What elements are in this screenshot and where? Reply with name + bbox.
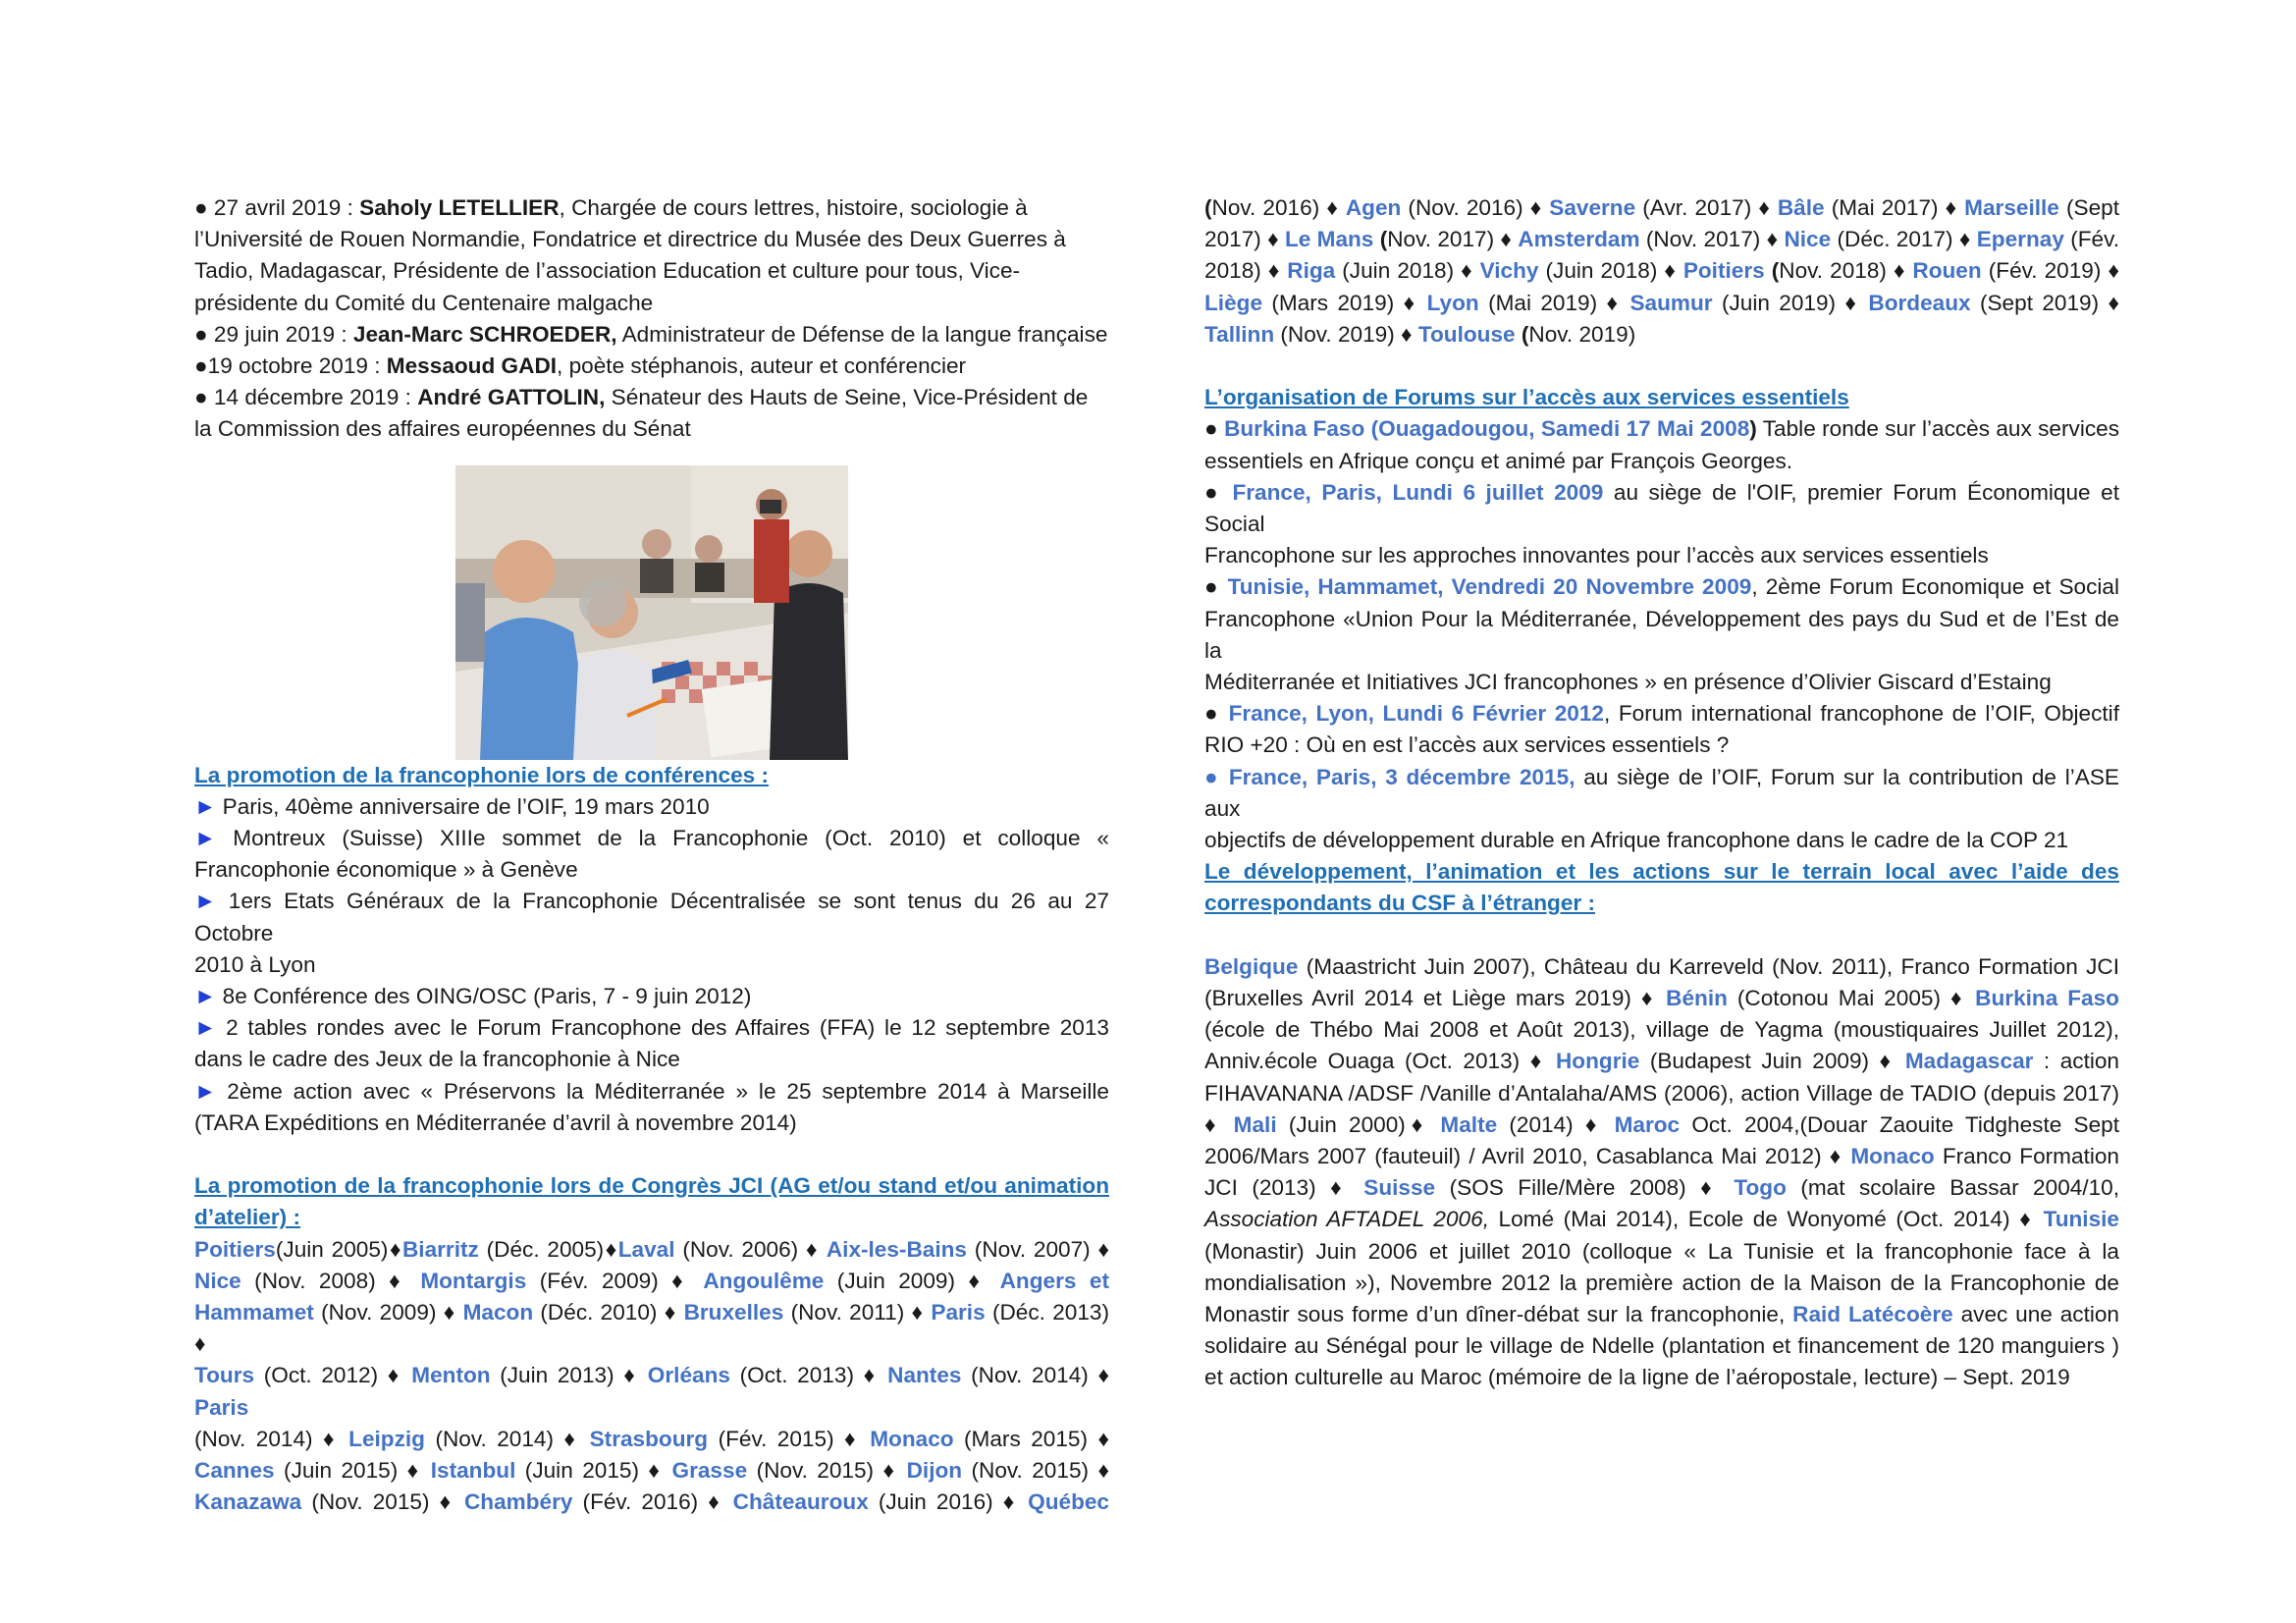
conference-line	[194, 854, 1109, 886]
person-title: , Chargée de cours lettres, histoire, sociologie à	[559, 195, 1028, 220]
text-segment: objectifs de développement durable en Afrique francophone dans le cadre de la COP 21	[1204, 828, 2069, 853]
text-segment: (Nov. 2007) ♦	[967, 1236, 1109, 1262]
place-name: Leipzig	[348, 1426, 425, 1451]
place-name: Saumur	[1629, 290, 1713, 315]
text-segment: (Fév. 2016) ♦	[572, 1489, 733, 1515]
congres-heading	[194, 1170, 1109, 1233]
people-list	[194, 192, 1109, 446]
forum-line	[1204, 825, 2119, 856]
place-name: Belgique	[1204, 953, 1299, 979]
text-segment: Association AFTADEL 2006,	[1204, 1207, 1489, 1232]
forum-line	[1204, 571, 2119, 603]
text-segment: (Déc. 2013) ♦	[194, 1300, 1109, 1357]
person-date: ● 29 juin 2019 :	[194, 321, 353, 347]
text-segment: mondialisation »), Novembre 2012 la première action de la Maison de la Francophonie de	[1204, 1270, 2119, 1295]
text-segment: (Juin 2013) ♦	[490, 1363, 648, 1388]
place-name: Orléans	[647, 1363, 730, 1388]
text-segment: Monastir sous forme d’un dîner-débat sur la francophonie,	[1204, 1302, 1793, 1327]
text-segment: (Déc. 2005)♦	[478, 1236, 618, 1262]
place-name: France, Paris, 3 décembre 2015,	[1228, 764, 1575, 789]
text-segment: (Juin 2009) ♦	[824, 1268, 1000, 1293]
text-segment: (Nov. 2016) ♦	[1401, 195, 1550, 220]
text-segment: (Nov. 2019) ♦	[1274, 321, 1418, 347]
text-segment: (Juin 2016) ♦	[868, 1489, 1029, 1515]
left-column	[194, 192, 1109, 1518]
forum-line	[1204, 730, 2119, 761]
text-segment: , Forum international francophone de l’OIF, Objectif	[1603, 701, 2119, 727]
text-segment: FIHAVANANA /ADSF /Vanille d’Antalaha/AMS (2006), action Village de TADIO (depuis 2017)	[1204, 1080, 2119, 1106]
place-name: Mali	[1233, 1111, 1277, 1137]
terrain-list	[1204, 951, 2119, 1394]
place-name: Dijon	[906, 1458, 963, 1484]
place-name: Togo	[1734, 1175, 1787, 1201]
meeting-photo	[455, 465, 848, 760]
place-name: Bâle	[1777, 195, 1825, 220]
forum-line	[1204, 446, 2119, 477]
place-name: Kanazawa	[194, 1489, 302, 1515]
forums-heading: L’organisation de Forums sur l’accès aux services essentiels	[1204, 385, 1849, 410]
arrow-icon: ►	[194, 793, 217, 819]
text-segment: 2018) ♦	[1204, 258, 1288, 284]
place-name: Suisse	[1363, 1175, 1436, 1201]
place-name: Aix-les-Bains	[826, 1236, 967, 1262]
text-segment	[1765, 258, 1772, 283]
place-name: Toulouse	[1417, 321, 1516, 347]
congres-line	[194, 1455, 1109, 1487]
place-name: Québec	[1028, 1489, 1109, 1515]
terrain-line	[1204, 1109, 2119, 1141]
conferences-list	[194, 791, 1109, 1139]
person-line	[194, 255, 1109, 287]
conference-line	[194, 1044, 1109, 1075]
place-name: Grasse	[671, 1458, 748, 1484]
text-segment: 2006/Mars 2007 (fauteuil) / Avril 2010, Casablanca Mai 2012) ♦	[1204, 1144, 1851, 1169]
forum-line	[1204, 698, 2119, 730]
person-line	[194, 192, 1109, 224]
place-name: Monaco	[870, 1426, 954, 1451]
place-name: Bruxelles	[683, 1300, 784, 1325]
text-segment: (Sept	[2058, 195, 2119, 220]
place-name: Nice	[1784, 227, 1832, 252]
text-segment: Nov. 2018) ♦	[1779, 258, 1913, 284]
text-segment: (Juin 2018) ♦	[1538, 258, 1683, 284]
person-line	[194, 288, 1109, 319]
place-name: Le Mans	[1284, 227, 1374, 252]
text-segment: (mat scolaire Bassar 2004/10,	[1786, 1175, 2120, 1201]
place-name: Hammamet	[194, 1300, 314, 1325]
text-segment: 2017) ♦	[1204, 227, 1285, 252]
place-name: Burkina Faso	[1975, 986, 2119, 1011]
place-name: Riga	[1287, 258, 1336, 284]
forum-line	[1204, 477, 2119, 540]
text-segment: (Mai 2017) ♦	[1824, 195, 1965, 220]
text-segment: (Nov. 2015) ♦	[747, 1458, 907, 1484]
text-segment: (Fév. 2015) ♦	[708, 1426, 871, 1451]
congres-list-continued	[1204, 192, 2119, 351]
place-name: Madagascar	[1904, 1049, 2034, 1074]
congres-heading-line: d’atelier) :	[194, 1205, 300, 1230]
conference-text: Francophonie économique » à Genève	[194, 857, 578, 883]
congres-line	[194, 1487, 1109, 1518]
place-name: Menton	[411, 1363, 491, 1388]
conference-text: dans le cadre des Jeux de la francophonie à Nice	[194, 1047, 680, 1072]
conference-text: 8e Conférence des OING/OSC (Paris, 7 - 9 juin 2012)	[216, 984, 752, 1009]
conference-line	[194, 886, 1109, 948]
text-segment: Franco Formation	[1934, 1144, 2119, 1169]
text-segment: (Nov. 2014) ♦	[194, 1426, 349, 1451]
text-segment: (Juin 2019) ♦	[1712, 290, 1869, 315]
text-segment: avec une action	[1952, 1302, 2120, 1327]
place-name: Agen	[1345, 195, 1402, 220]
text-segment: ●	[1204, 574, 1228, 600]
person-name: André GATTOLIN,	[417, 385, 606, 410]
right-column	[1204, 192, 2119, 1394]
person-title: , poète stéphanois, auteur et conférencier	[557, 353, 967, 379]
text-segment: ●	[1204, 479, 1233, 505]
terrain-heading	[1204, 856, 2119, 919]
text-segment: (école de Thébo Mai 2008 et Août 2013), village de Yagma (moustiquaires Juillet 2012),	[1204, 1017, 2119, 1043]
place-name: France, Lyon, Lundi 6 Février 2012	[1228, 701, 1604, 727]
text-segment: (Bruxelles Avril 2014 et Liège mars 2019) ♦	[1204, 986, 1667, 1011]
text-segment: (Déc. 2017) ♦	[1831, 227, 1977, 252]
person-name: Messaoud GADI	[386, 353, 558, 379]
text-segment: (	[1204, 195, 1212, 220]
text-segment: (Cotonou Mai 2005) ♦	[1727, 986, 1976, 1011]
place-name: Epernay	[1976, 227, 2064, 252]
terrain-line	[1204, 1330, 2119, 1362]
conference-text: Montreux (Suisse) XIIIe sommet de la Francophonie (Oct. 2010) et colloque «	[216, 826, 1109, 851]
place-name: Cannes	[194, 1458, 275, 1484]
place-name: Tunisie, Hammamet, Vendredi 20 Novembre 2009	[1227, 574, 1752, 600]
text-segment: (Maastricht Juin 2007), Château du Karreveld (Nov. 2011), Franco Formation JCI	[1298, 953, 2119, 979]
arrow-icon: ►	[194, 889, 217, 914]
conference-text: 2010 à Lyon	[194, 951, 316, 977]
terrain-line	[1204, 1204, 2119, 1235]
place-name: Burkina Faso (Ouagadougou, Samedi 17 Mai 2008	[1224, 416, 1750, 442]
terrain-line	[1204, 1268, 2119, 1299]
place-name: Marseille	[1964, 195, 2059, 220]
place-name: Poitiers	[1682, 258, 1765, 284]
place-name: Angers et	[999, 1268, 1109, 1293]
place-name: Hongrie	[1555, 1049, 1640, 1074]
person-line	[194, 413, 1109, 445]
person-title: Sénateur des Hauts de Seine, Vice-Président de	[605, 385, 1089, 410]
place-name: Rouen	[1912, 258, 1982, 284]
place-name: Nantes	[887, 1363, 962, 1388]
person-title: présidente du Comité du Centenaire malgache	[194, 290, 654, 315]
text-segment: Méditerranée et Initiatives JCI francophones » en présence d’Olivier Giscard d’Estaing	[1204, 670, 2052, 695]
forum-line	[1204, 667, 2119, 698]
forum-line	[1204, 540, 2119, 571]
place-name: Poitiers	[194, 1236, 276, 1262]
place-name: ●	[1204, 764, 1229, 789]
conference-line	[194, 1108, 1109, 1139]
text-segment: (Fév. 2019) ♦	[1981, 258, 2119, 284]
congres-line	[1204, 255, 2119, 287]
place-name: Bordeaux	[1868, 290, 1971, 315]
text-segment: (Juin 2005)♦	[275, 1236, 402, 1262]
forums-list	[1204, 413, 2119, 856]
terrain-line	[1204, 951, 2119, 983]
text-segment: (Nov. 2015) ♦	[962, 1458, 1109, 1484]
text-segment: : action	[2033, 1049, 2119, 1074]
text-segment: (Nov. 2008) ♦	[240, 1268, 421, 1293]
text-segment: Anniv.école Ouaga (Oct. 2013) ♦	[1204, 1049, 1556, 1074]
conference-line	[194, 1012, 1109, 1044]
conference-text: Paris, 40ème anniversaire de l’OIF, 19 mars 2010	[216, 793, 710, 819]
place-name: Chambéry	[463, 1489, 573, 1515]
text-segment: (Nov. 2015) ♦	[301, 1489, 464, 1515]
text-segment: )	[1749, 416, 1757, 442]
text-segment: RIO +20 : Où en est l’accès aux services essentiels ?	[1204, 732, 1730, 758]
text-segment: (Nov. 2014) ♦	[424, 1426, 590, 1451]
text-segment: Nov. 2016) ♦	[1211, 195, 1346, 220]
conference-line	[194, 1076, 1109, 1108]
place-name: Liège	[1204, 290, 1263, 315]
text-segment: (Budapest Juin 2009) ♦	[1639, 1049, 1905, 1074]
text-segment: (Nov. 2014) ♦	[961, 1363, 1109, 1388]
place-name: Strasbourg	[589, 1426, 709, 1451]
conferences-heading: La promotion de la francophonie lors de conférences :	[194, 762, 770, 787]
text-segment: (Sept 2019) ♦	[1970, 290, 2119, 315]
text-segment: (Juin 2015) ♦	[274, 1458, 431, 1484]
text-segment: (Juin 2015) ♦	[515, 1458, 672, 1484]
terrain-line	[1204, 1172, 2119, 1204]
terrain-line	[1204, 1236, 2119, 1268]
text-segment: (Monastir) Juin 2006 et juillet 2010 (colloque « La Tunisie et la francophonie face à la	[1204, 1238, 2119, 1264]
congres-line	[194, 1266, 1109, 1297]
place-name: Paris	[194, 1394, 249, 1420]
text-segment: (Oct. 2012) ♦	[254, 1363, 412, 1388]
text-segment: (Mars 2019) ♦	[1262, 290, 1427, 315]
person-title: l’Université de Rouen Normandie, Fondatrice et directrice du Musée des Deux Guerres à	[194, 227, 1066, 252]
place-name: Montargis	[420, 1268, 527, 1293]
text-segment: Lomé (Mai 2014), Ecole de Wonyomé (Oct. 2014) ♦	[1488, 1207, 2044, 1232]
text-segment: (	[1771, 258, 1780, 284]
text-segment: (	[1379, 227, 1388, 252]
text-segment: (Nov. 2011) ♦	[783, 1300, 932, 1325]
text-segment: (Nov. 2006) ♦	[674, 1236, 827, 1262]
person-line	[194, 224, 1109, 255]
text-segment: , 2ème Forum Economique et Social	[1751, 574, 2119, 600]
terrain-line	[1204, 1141, 2119, 1172]
forum-line	[1204, 604, 2119, 667]
text-segment: Francophone sur les approches innovantes pour l’accès aux services essentiels	[1204, 543, 1989, 568]
text-segment: ●	[1204, 701, 1229, 727]
text-segment: JCI (2013) ♦	[1204, 1175, 1364, 1201]
place-name: Laval	[617, 1236, 675, 1262]
conference-text: 2 tables rondes avec le Forum Francophone des Affaires (FFA) le 12 septembre 2013	[216, 1015, 1109, 1041]
text-segment: (Déc. 2010) ♦	[533, 1300, 684, 1325]
congres-heading-line: La promotion de la francophonie lors de Congrès JCI (AG et/ou stand et/ou animation	[194, 1173, 1109, 1199]
terrain-line	[1204, 1014, 2119, 1046]
place-name: Angoulême	[703, 1268, 825, 1293]
text-segment: (Avr. 2017) ♦	[1635, 195, 1778, 220]
terrain-heading-line: Le développement, l’animation et les actions sur le terrain local avec l’aide des	[1204, 859, 2119, 885]
text-segment: Oct. 2004,(Douar Zaouite Tidgheste Sept	[1680, 1111, 2120, 1137]
terrain-line	[1204, 1078, 2119, 1109]
person-line	[194, 351, 1109, 382]
text-segment: (SOS Fille/Mère 2008) ♦	[1435, 1175, 1735, 1201]
text-segment: (Fév. 2009) ♦	[526, 1268, 704, 1293]
place-name: Châteauroux	[732, 1489, 869, 1515]
text-segment: (	[1521, 321, 1529, 347]
person-name: Jean-Marc SCHROEDER,	[352, 321, 617, 347]
text-segment: ●	[1204, 416, 1225, 442]
conference-text: 1ers Etats Généraux de la Francophonie Décentralisée se sont tenus du 26 au 27 Octobre	[194, 889, 1109, 946]
place-name: Amsterdam	[1518, 227, 1640, 252]
conference-line	[194, 981, 1109, 1012]
place-name: Monaco	[1850, 1144, 1935, 1169]
place-name: Istanbul	[430, 1458, 516, 1484]
congres-line	[1204, 288, 2119, 319]
text-segment: (Nov. 2017) ♦	[1639, 227, 1785, 252]
person-title: Administrateur de Défense de la langue française	[616, 321, 1108, 347]
terrain-line	[1204, 1046, 2119, 1077]
place-name: Saverne	[1549, 195, 1636, 220]
text-segment: solidaire au Sénégal pour le village de Ndelle (plantation et financement de 120 manguiers )	[1204, 1333, 2119, 1359]
person-title: la Commission des affaires européennes du Sénat	[194, 416, 691, 442]
person-title: Tadio, Madagascar, Présidente de l’association Education et culture pour tous, Vice-	[194, 258, 1021, 284]
place-name: Tallinn	[1204, 321, 1275, 347]
text-segment: (Mars 2015) ♦	[953, 1426, 1109, 1451]
arrow-icon: ►	[194, 826, 217, 851]
arrow-icon: ►	[194, 984, 217, 1009]
person-date: ● 14 décembre 2019 :	[194, 385, 418, 410]
place-name: Raid Latécoère	[1792, 1302, 1953, 1327]
place-name: Biarritz	[401, 1236, 479, 1262]
text-segment: au siège de l’OIF, Forum sur la contribution de l’ASE aux	[1204, 764, 2119, 821]
conference-line	[194, 791, 1109, 823]
meeting-photo-image	[455, 465, 848, 760]
congres-line	[194, 1297, 1109, 1360]
terrain-line	[1204, 983, 2119, 1014]
congres-line	[1204, 224, 2119, 255]
place-name: Macon	[462, 1300, 534, 1325]
arrow-icon: ►	[194, 1015, 217, 1041]
terrain-heading-line: correspondants du CSF à l’étranger :	[1204, 891, 1595, 916]
text-segment: au siège de l'OIF, premier Forum Économique et Social	[1204, 479, 2119, 537]
congres-line	[194, 1424, 1109, 1455]
conference-line	[194, 823, 1109, 854]
terrain-line	[1204, 1362, 2119, 1393]
place-name: Tours	[194, 1363, 255, 1388]
place-name: Malte	[1440, 1111, 1498, 1137]
terrain-line	[1204, 1299, 2119, 1330]
conference-text: (TARA Expéditions en Méditerranée d’avril à novembre 2014)	[194, 1109, 797, 1135]
text-segment: et action culturelle au Maroc (mémoire de la ligne de l’aéropostale, lecture) – Sept. 2019	[1204, 1365, 2070, 1390]
conference-text: 2ème action avec « Préservons la Méditerranée » le 25 septembre 2014 à Marseille	[216, 1078, 1109, 1104]
forum-line	[1204, 413, 2119, 445]
congres-line	[1204, 192, 2119, 224]
place-name: Lyon	[1426, 290, 1479, 315]
text-segment: (Fév.	[2063, 227, 2119, 252]
text-segment: (Mai 2019) ♦	[1478, 290, 1630, 315]
text-segment: (2014) ♦	[1497, 1111, 1615, 1137]
text-segment: (Oct. 2013) ♦	[729, 1363, 888, 1388]
person-name: Saholy LETELLIER	[359, 195, 560, 220]
person-line	[194, 319, 1109, 351]
person-date: ●19 octobre 2019 :	[194, 353, 387, 379]
congres-line	[194, 1234, 1109, 1266]
place-name: Paris	[931, 1300, 986, 1325]
place-name: Vichy	[1479, 258, 1539, 284]
place-name: Maroc	[1614, 1111, 1681, 1137]
place-name: Bénin	[1666, 986, 1728, 1011]
text-segment: (Nov. 2009) ♦	[313, 1300, 463, 1325]
text-segment: ♦	[1204, 1111, 1234, 1137]
text-segment: essentiels en Afrique conçu et animé par François Georges.	[1204, 448, 1793, 473]
arrow-icon: ►	[194, 1078, 217, 1104]
place-name: France, Paris, Lundi 6 juillet 2009	[1232, 479, 1604, 505]
person-line	[194, 382, 1109, 413]
congres-line	[1204, 319, 2119, 351]
text-segment: Francophone «Union Pour la Méditerranée, Développement des pays du Sud et de l’Est de la	[1204, 606, 2119, 663]
text-segment: Nov. 2017) ♦	[1387, 227, 1519, 252]
text-segment: Table ronde sur l’accès aux services	[1756, 416, 2119, 442]
text-segment: (Juin 2018) ♦	[1335, 258, 1480, 284]
text-segment: Nov. 2019)	[1528, 321, 1636, 347]
text-segment: (Juin 2000)♦	[1276, 1111, 1441, 1137]
place-name: Nice	[194, 1268, 241, 1293]
congres-list	[194, 1234, 1109, 1519]
forum-line	[1204, 762, 2119, 825]
conference-line	[194, 949, 1109, 981]
congres-line	[194, 1360, 1109, 1423]
person-date: ● 27 avril 2019 :	[194, 195, 360, 220]
place-name: Tunisie	[2043, 1207, 2119, 1232]
